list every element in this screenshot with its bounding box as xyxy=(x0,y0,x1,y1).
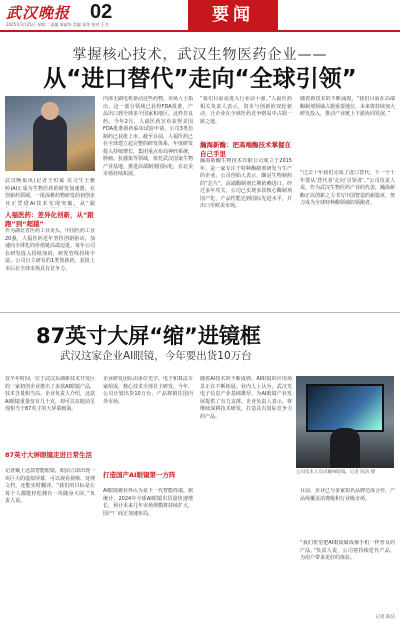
paper-name: 武汉晚报 xyxy=(6,4,71,22)
article1-sub1: 人福医药：差异化创新，从“跟跑”到“超越” xyxy=(5,211,94,228)
article1-col4b: “过去十年我们完成了进口替代，下一个十年要从‘替代者’走向‘引领者’。”公司负责人说，作为武汉生物医药产业的代表，瀚海新酶正以创新之力书写中国智造的新篇章，努力成为全球特种酶领域的领跑者。 xyxy=(300,170,395,206)
article1-sub3: 瀚海新酶：把高端酶技术掌握在自己手里 xyxy=(200,141,291,158)
article1-col1b: 作为湖北省医药工业龙头，中国医药工业20强，人福医药近年坚持创新驱动，加速向全球化的价值链高端迈进。每年公司在研发投入持续加码，研发管线持续丰富。公司自主研发的1类创新药，获批上市后在全球市场具有竞争力。 xyxy=(5,228,95,272)
article2-title: 87英寸大屏“缩”进镜框 xyxy=(36,324,261,348)
article1-col3b: 瀚海新酶生物技术有限公司成立于2015年，是一家专注于特种酶制剂研发与生产的企业。公司创始人表示，酶是生物制药的“芯片”，高端酶制剂长期依赖进口。经过多年攻关，公司已实现多款核心酶制剂国产化，产品性能达到国际先进水平，并出口至欧美市场。 xyxy=(200,158,292,209)
article2-col1: 仅半年时间，位于武汉东湖新技术开发区的一家初创企业推出了多款AI眼镜产品，技术含量相当高。企业负责人介绍，这款AI眼镜重量仅有几十克，却可以在眼前呈现相当于87英寸的大屏幕画面。 xyxy=(5,376,95,412)
page-number: 02 xyxy=(90,1,113,23)
article1-col2: 内部无刷电机驱动这些药物。市场人士指出，这一部分领域已获得FDA批准，产品出口到全球多个国家和地区。这样非良药，今年2月，人福医药宣布获得美国FDA批准新药临床试验申请，公司3类仿制药已获批上市。截至目前，人福医药已在全球建立起完整的研发体系，年度研发投入持续增长。集团重点布局神经系统、肿瘤、抗感染等领域，依托武汉国家生物产业基地，推进高端制剂国际化，在北美市场持续拓展。 xyxy=(103,96,193,177)
photo-person-head xyxy=(41,102,59,120)
article2-col2: 企业研发团队由多位光学、电子和算法专家组成，核心技术全部自主研发。今年，公司计划出货10万台，产品将销往国内外市场。 xyxy=(103,376,193,405)
article2-col2b: AI眼镜被业界认为是下一代智能终端。据统计，2024年全球AI眼镜出货量快速增长，预计未来几年市场规模将持续扩大，国产厂商正加速布局。 xyxy=(103,488,193,517)
article-divider xyxy=(0,312,400,313)
article1-col4: 随着新技术的不断涌现，“我们目前在高端酶制剂领域占据重要地位，未来将持续加大研发投入，推动产业链上下游协同发展。” xyxy=(300,96,395,117)
article2-col3: 随着AI技术的不断成熟，AI眼镜的应用场景正在不断拓展。业内人士认为，武汉光电子信息产业基础雄厚，为AI眼镜产业发展提供了有力支撑。企业负责人表示，将继续深耕技术研发，打造具有国际竞争力的产品。 xyxy=(200,376,292,420)
masthead xyxy=(0,0,400,30)
article1-photo xyxy=(5,96,95,171)
article2-col4: 目前，企业已与多家知名品牌达成合作，产品线覆盖消费级和行业级市场。 xyxy=(300,488,395,502)
photo-person xyxy=(33,114,67,171)
header-rule xyxy=(0,30,400,32)
photo-screen xyxy=(306,384,384,432)
article2-sub2: 打造国产AI眼镜第一方阵 xyxy=(103,471,176,479)
section-tab: 要闻 xyxy=(188,0,278,30)
article2-subtitle: 武汉这家企业AI眼镜，今年要出货10万台 xyxy=(60,350,252,362)
article2-byline: 记者 陈洁 xyxy=(375,615,395,620)
article1-col1: 武汉晚报讯(记者王恒斌 实习生王雅婷)AI正成为生物医药的研发加速器。在创新药领域，一批深耕药物研发的初创企业正凭借AI技术实现突破，从“跟 xyxy=(5,178,95,207)
article2-sub1: 87英寸大屏眼镜走进日常生活 xyxy=(5,451,93,459)
article1-title: 从“进口替代”走向“全球引领” xyxy=(43,66,357,92)
article1-kicker: 掌握核心技术，武汉生物医药企业—— xyxy=(72,47,328,63)
article2-photo-caption: 公司技术人员试戴AI眼镜。记者 陈洁 摄 xyxy=(296,470,376,475)
article1-col3: “我们目前是进入行业前十强。”人福医药相关负责人表示，资本与创新的双轮驱动，让企业在全球医药竞争格局中占据一席之地。 xyxy=(200,96,292,125)
article2-col4b: “我们希望把AI眼镜做成像手机一样普及的产品。”负责人说，公司将持续迭代产品，为用户带来更好的体验。 xyxy=(300,540,395,561)
date-line: 2025年3月25日 星期二 责编 周淑华 美编 邹荣 校对 王杰 xyxy=(6,22,109,27)
article2-col1b: 记者戴上这款智能眼镜，眼前立即出现一块巨大的虚拟屏幕，可以观看视频、处理文档，还能实时翻译。“我们的目标是让每个人都能轻松拥有一块随身大屏。”负责人说。 xyxy=(5,468,95,504)
article2-photo xyxy=(296,376,394,468)
photo-person xyxy=(330,428,360,468)
